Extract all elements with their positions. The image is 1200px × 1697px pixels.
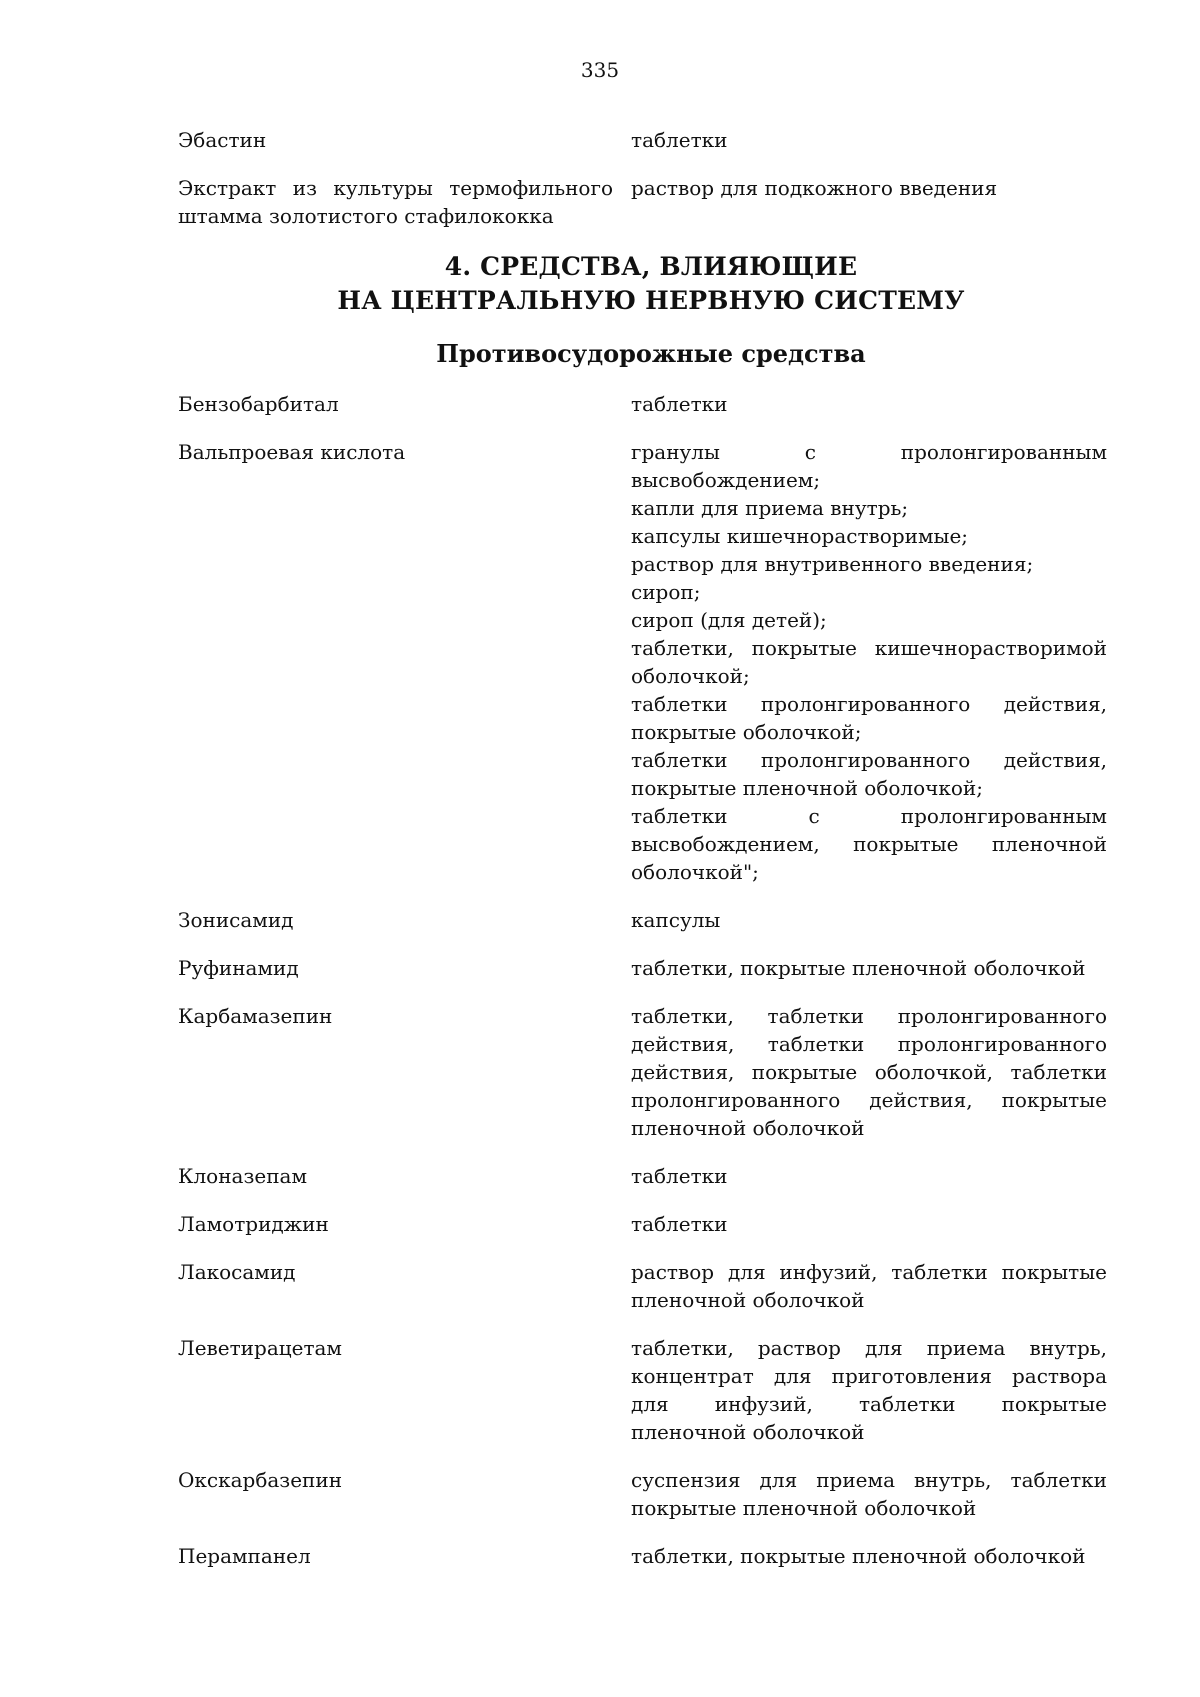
drug-table (178, 390, 1124, 1570)
dosage-forms (631, 906, 1107, 934)
drug-row (178, 1162, 1124, 1190)
dosage-form: таблетки, раствор для приема внутрь, концентрат для приготовления раствора для инфузий, таблетки покрытые пленочной оболочкой (631, 1336, 1107, 1444)
drug-row (178, 1210, 1124, 1238)
dosage-form: таблетки, покрытые пленочной оболочкой (631, 1544, 1086, 1568)
dosage-form: гранулы с пролонгированным высвобождением; (631, 440, 1107, 492)
section-title-line1: 4. СРЕДСТВА, ВЛИЯЮЩИЕ (444, 252, 858, 281)
dosage-form: таблетки, покрытые пленочной оболочкой (631, 956, 1086, 980)
dosage-forms (631, 1258, 1107, 1314)
page-number: 335 (580, 58, 620, 82)
dosage-form: таблетки, покрытые кишечнорастворимой оболочкой; (631, 636, 1107, 688)
dosage-form: таблетки пролонгированного действия, покрытые пленочной оболочкой; (631, 748, 1107, 800)
drug-name: Бензобарбитал (178, 392, 339, 416)
dosage-forms (631, 1334, 1107, 1446)
drug-name: Окскарбазепин (178, 1468, 343, 1492)
drug-name: Ламотриджин (178, 1212, 329, 1236)
dosage-form: капли для приема внутрь; (631, 496, 909, 520)
dosage-form: суспензия для приема внутрь, таблетки покрытые пленочной оболочкой (631, 1468, 1107, 1520)
dosage-form: раствор для внутривенного введения; (631, 552, 1034, 576)
dosage-form: капсулы (631, 908, 721, 932)
drug-row (178, 390, 1124, 418)
document-content (178, 126, 1124, 1590)
top-rows (178, 126, 1124, 230)
dosage-form: сироп (для детей); (631, 608, 827, 632)
drug-row (178, 1258, 1124, 1314)
dosage-forms (631, 1002, 1107, 1142)
drug-name: Руфинамид (178, 956, 299, 980)
dosage-forms (631, 1210, 1107, 1238)
drug-row (178, 1002, 1124, 1142)
drug-row (178, 954, 1124, 982)
dosage-form: капсулы кишечнорастворимые; (631, 524, 969, 548)
dosage-form: таблетки (631, 128, 728, 152)
dosage-forms (631, 1466, 1107, 1522)
drug-name: Эбастин (178, 128, 267, 152)
dosage-form: сироп; (631, 580, 701, 604)
dosage-form: таблетки (631, 392, 728, 416)
drug-row (178, 1466, 1124, 1522)
drug-row (178, 174, 1124, 230)
drug-row (178, 126, 1124, 154)
drug-name: Зонисамид (178, 908, 294, 932)
drug-row (178, 1334, 1124, 1446)
dosage-form: таблетки пролонгированного действия, покрытые оболочкой; (631, 692, 1107, 744)
drug-name: Экстракт из культуры термофильного штамма золотистого стафилококка (178, 176, 613, 228)
dosage-form: таблетки, таблетки пролонгированного действия, таблетки пролонгированного действия, покрытые оболочкой, таблетки пролонгированного действия, покрытые пленочной оболочкой (631, 1004, 1107, 1140)
dosage-form: таблетки (631, 1212, 728, 1236)
dosage-form: раствор для инфузий, таблетки покрытые пленочной оболочкой (631, 1260, 1107, 1312)
dosage-forms (631, 174, 1107, 230)
subsection-title: Противосудорожные средства (436, 339, 866, 368)
dosage-form: таблетки с пролонгированным высвобождением, покрытые пленочной оболочкой"; (631, 804, 1107, 884)
dosage-form: таблетки (631, 1164, 728, 1188)
drug-name: Карбамазепин (178, 1004, 333, 1028)
dosage-forms (631, 954, 1107, 982)
drug-name: Лакосамид (178, 1260, 296, 1284)
dosage-forms (631, 390, 1107, 418)
dosage-forms (631, 438, 1107, 886)
drug-row (178, 906, 1124, 934)
dosage-forms (631, 1162, 1107, 1190)
dosage-forms (631, 1542, 1107, 1570)
drug-name: Вальпроевая кислота (178, 440, 406, 464)
drug-name: Клоназепам (178, 1164, 308, 1188)
section-title (178, 250, 1124, 318)
drug-row (178, 438, 1124, 886)
section-title-line2: НА ЦЕНТРАЛЬНУЮ НЕРВНУЮ СИСТЕМУ (337, 286, 965, 315)
dosage-forms (631, 126, 1107, 154)
drug-row (178, 1542, 1124, 1570)
dosage-form: раствор для подкожного введения (631, 176, 998, 200)
drug-name: Перампанел (178, 1544, 311, 1568)
drug-name: Леветирацетам (178, 1336, 342, 1360)
